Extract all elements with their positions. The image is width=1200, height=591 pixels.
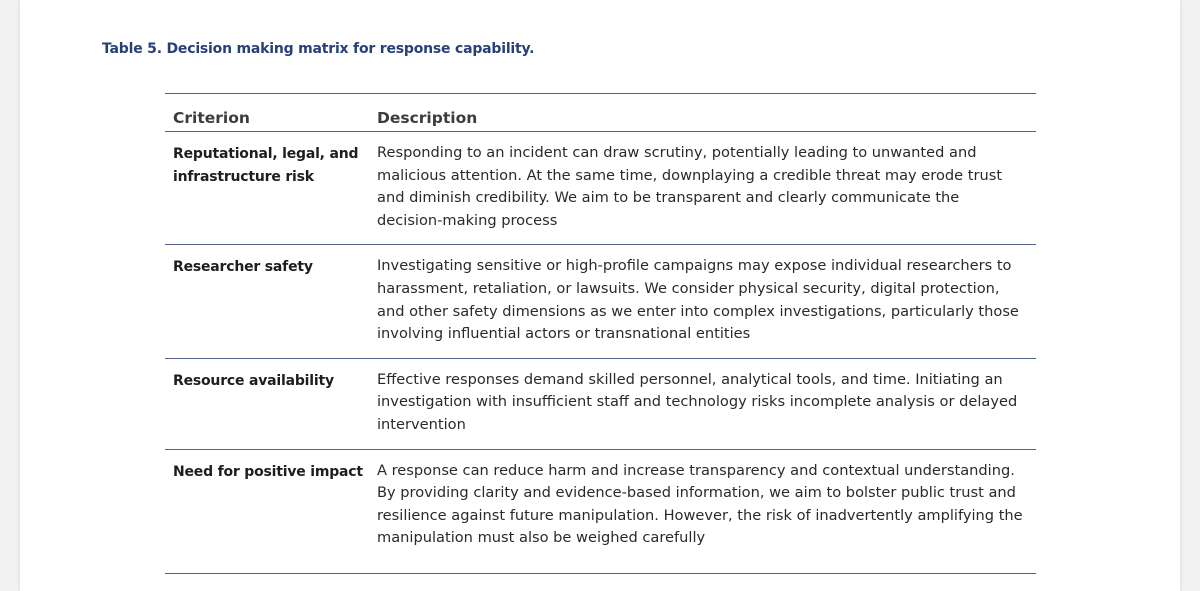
table-row xyxy=(165,132,1036,245)
criterion-column-header: Criterion xyxy=(165,94,377,132)
description-cell: Responding to an incident can draw scrutiny, potentially leading to unwanted and malicious attention. At the same time, downplaying a credible threat may erode trust and diminish credibility. We aim to be transparent and clearly communicate the decision-making process xyxy=(377,132,1036,245)
table-row xyxy=(165,245,1036,358)
criterion-cell: Researcher safety xyxy=(165,245,377,358)
table-row xyxy=(165,358,1036,449)
document-page xyxy=(20,0,1180,591)
description-cell: Investigating sensitive or high-profile campaigns may expose individual researchers to harassment, retaliation, or lawsuits. We consider physical security, digital protection, and other safety dimensions as we enter into complex investigations, particularly those involving influential actors or transnational entities xyxy=(377,245,1036,358)
table-row xyxy=(165,449,1036,573)
description-column-header: Description xyxy=(377,94,1036,132)
description-cell: A response can reduce harm and increase transparency and contextual understanding. By providing clarity and evidence-based information, we aim to bolster public trust and resilience against future manipulation. However, the risk of inadvertently amplifying the manipulation must also be weighed carefully xyxy=(377,449,1036,573)
criterion-cell: Resource availability xyxy=(165,358,377,449)
table-header-row xyxy=(165,94,1036,132)
description-cell: Effective responses demand skilled personnel, analytical tools, and time. Initiating an investigation with insufficient staff and technology risks incomplete analysis or delayed intervention xyxy=(377,358,1036,449)
criterion-cell: Reputational, legal, and infrastructure risk xyxy=(165,132,377,245)
decision-matrix-table xyxy=(165,93,1036,574)
table-caption: Table 5. Decision making matrix for response capability. xyxy=(102,41,535,57)
criterion-cell: Need for positive impact xyxy=(165,449,377,573)
